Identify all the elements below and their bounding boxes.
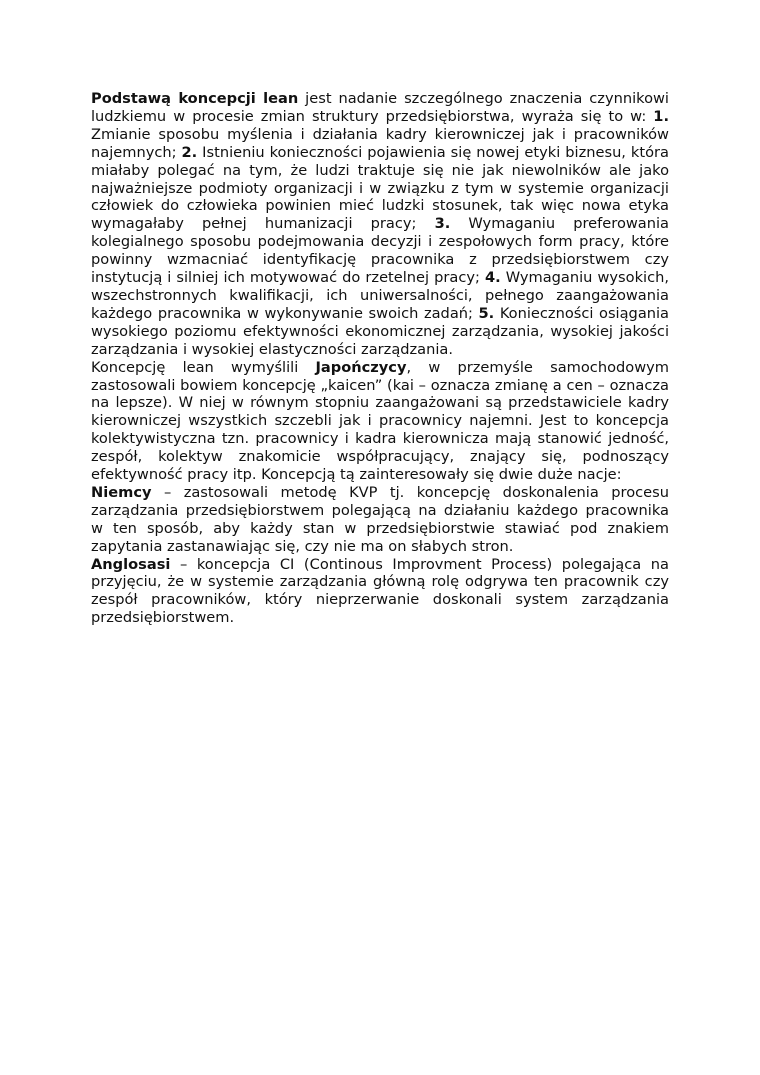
paragraph-text: – zastosowali metodę KVP tj. koncepcję doskonalenia procesu zarządzania przedsiębiorstwem polegającą na działaniu każdego pracownika w ten sposób, aby każdy stan w przedsiębiorstwie stawiać pod znakiem zapytania zastanawiając się, czy nie ma on słabych stron. [91, 483, 669, 555]
paragraph-text: , w przemyśle samochodowym zastosowali bowiem koncepcję „kaicen” (kai – oznacza zmianę a cen – oznacza na lepsze). W niej w równym stopniu zaangażowani są przedstawiciele kadry kierowniczej wszystkich szczebli jak i pracownicy najemni. Jest to koncepcja kolektywistyczna tzn. pracownicy i kadra kierownicza mają stanowić jedność, zespół, kolektyw znakomicie współpracujący, znający się, podnoszący efektywność pracy itp. Koncepcją tą zainteresowały się dwie duże nacje: [91, 358, 669, 484]
paragraph-text: Koncepcję lean wymyślili [91, 358, 316, 376]
paragraph-text: Konieczności osiągania wysokiego poziomu efektywności ekonomicznej zarządzania, wysokiej jakości zarządzania i wysokiej elastyczności zarządzania. [91, 304, 670, 358]
document-body [91, 90, 669, 627]
paragraph-text: – koncepcja CI (Continous Improvment Process) polegająca na przyjęciu, że w systemie zarządzania główną rolę odgrywa ten pracownik czy zespół pracowników, który nieprzerwanie doskonali system zarządzania przedsiębiorstwem. [91, 555, 669, 627]
list-number: 3. [434, 215, 451, 233]
paragraph-bold-term: Anglosasi [91, 555, 171, 573]
paragraph-germans [91, 484, 669, 556]
paragraph-anglosaxons [91, 556, 669, 628]
paragraph-bold-term: Japończycy [315, 358, 407, 376]
list-number: 2. [181, 143, 198, 161]
list-number: 5. [478, 304, 495, 322]
paragraph-lead-bold: Podstawą koncepcji lean [91, 90, 299, 107]
paragraph-text: Wymaganiu wysokich, wszechstronnych kwalifikacji, ich uniwersalności, pełnego zaangażowania każdego pracownika w wykonywanie swoich zadań; [91, 269, 669, 322]
paragraph-text: jest nadanie szczególnego znaczenia czynnikowi ludzkiemu w procesie zmian struktury przedsiębiorstwa, wyraża się to w: [91, 90, 669, 125]
paragraph-lean-concept [91, 90, 669, 359]
paragraph-japanese [91, 359, 669, 484]
paragraph-text: Zmianie sposobu myślenia i działania kadry kierowniczej jak i pracowników najemnych; [91, 125, 669, 161]
paragraph-text: Istnieniu konieczności pojawienia się nowej etyki biznesu, która miałaby polegać na tym, że ludzi traktuje się nie jak niewolników ale jako najważniejsze podmioty organizacji i w związku z tym w systemie organizacji człowiek do człowieka powinien mieć ludzki stosunek, tak więc nowa etyka wymagałaby pełnej humanizacji pracy; [91, 143, 669, 233]
paragraph-text: Wymaganiu preferowania kolegialnego sposobu podejmowania decyzji i zespołowych form pracy, które powinny wzmacniać identyfikację pracownika z przedsiębiorstwem czy instytucją i silniej ich motywować do rzetelnej pracy; [91, 215, 670, 287]
list-number: 1. [653, 107, 669, 125]
paragraph-bold-term: Niemcy [91, 483, 152, 501]
list-number: 4. [484, 269, 501, 287]
